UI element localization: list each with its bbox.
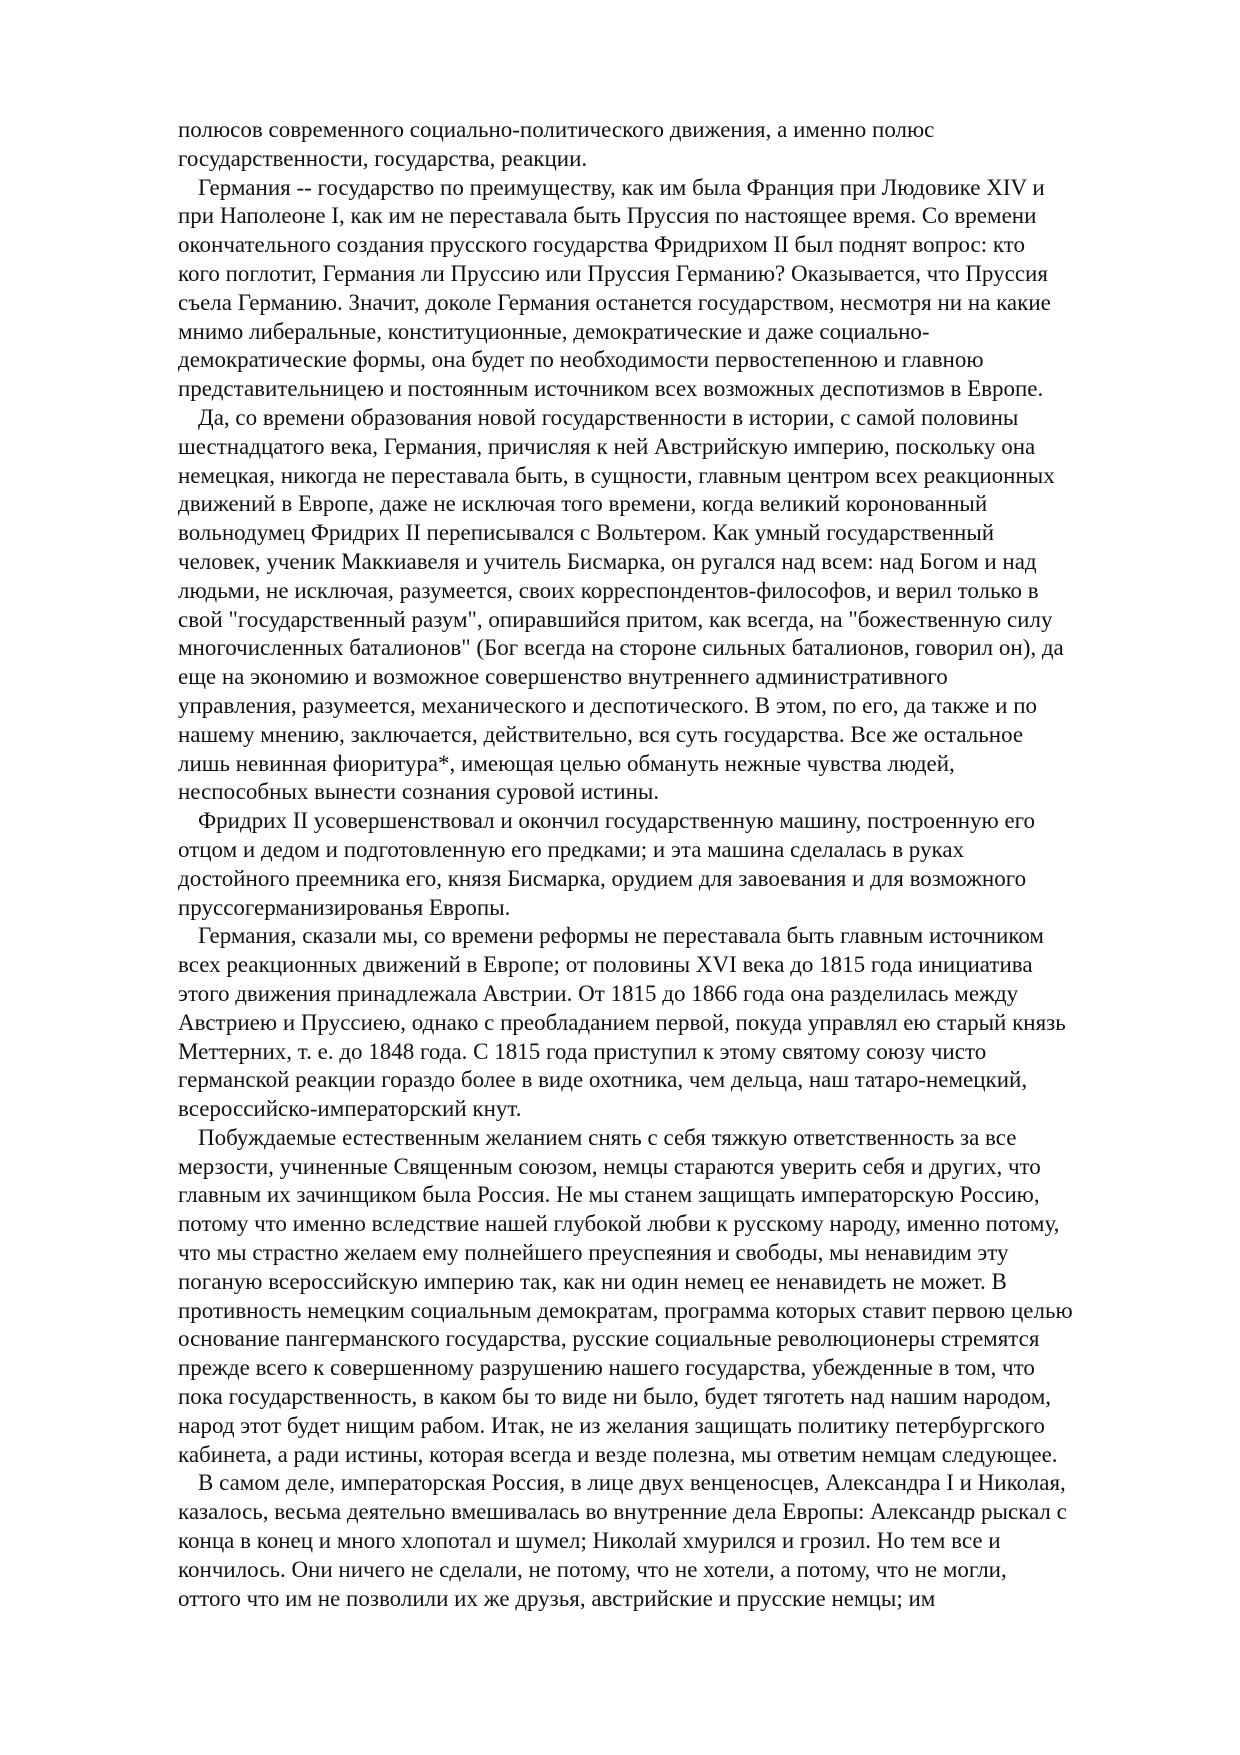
text-line: потому что именно вследствие нашей глубокой любви к русскому народу, именно потому, <box>178 1211 1060 1237</box>
text-line: конца в конец и много хлопотал и шумел; Николай хмурился и грозил. Но тем все и <box>178 1528 1001 1554</box>
text-line: кого поглотит, Германия ли Пруссию или Пруссия Германию? Оказывается, что Пруссия <box>178 260 1048 286</box>
document-page <box>178 116 1170 1613</box>
text-line: всероссийско-императорский кнут. <box>178 1096 522 1122</box>
text-line: немецкая, никогда не переставала быть, в сущности, главным центром всех реакционных <box>178 462 1055 488</box>
text-line: что мы страстно желаем ему полнейшего преуспеяния и свободы, мы ненавидим эту <box>178 1240 1009 1266</box>
text-line: человек, ученик Маккиавеля и учитель Бисмарка, он ругался над всем: над Богом и над <box>178 548 1037 574</box>
text-line: полюсов современного социально-политического движения, а именно полюс <box>178 117 935 142</box>
text-line: отцом и дедом и подготовленную его предками; и эта машина сделалась в руках <box>178 836 965 862</box>
text-line: съела Германию. Значит, доколе Германия останется государством, несмотря ни на какие <box>178 289 1051 315</box>
text-line: кабинета, а ради истины, которая всегда и везде полезна, мы ответим немцам следующее. <box>178 1441 1058 1467</box>
text-line: всех реакционных движений в Европе; от половины XVI века до 1815 года инициатива <box>178 952 1033 978</box>
text-line: казалось, весьма деятельно вмешивалась во внутренние дела Европы: Александр рыскал с <box>178 1499 1067 1525</box>
text-line: вольнодумец Фридрих II переписывался с Вольтером. Как умный государственный <box>178 520 995 546</box>
text-line: германской реакции гораздо более в виде охотника, чем дельца, наш татаро-немецкий, <box>178 1067 1028 1093</box>
text-line: еще на экономию и возможное совершенство внутреннего административного <box>178 664 948 690</box>
text-line: прежде всего к совершенному разрушению нашего государства, убежденные в том, что <box>178 1355 1035 1381</box>
text-line: главным их зачинщиком была Россия. Не мы станем защищать императорскую Россию, <box>178 1182 1040 1208</box>
text-line: Меттерних, т. е. до 1848 года. С 1815 года приступил к этому святому союзу чисто <box>178 1038 987 1064</box>
text-line: пока государственность, в каком бы то виде ни было, будет тяготеть над нашим народом, <box>178 1384 1052 1410</box>
text-line: мнимо либеральные, конституционные, демократические и даже социально- <box>178 318 930 344</box>
text-line: Германия -- государство по преимуществу, как им была Франция при Людовике XIV и <box>198 174 1045 200</box>
text-line: противность немецким социальным демократам, программа которых ставит первою целью <box>178 1297 1073 1323</box>
text-line: народ этот будет нищим рабом. Итак, не из желания защищать политику петербургского <box>178 1412 1045 1438</box>
text-line: Германия, сказали мы, со времени реформы не переставала быть главным источником <box>198 923 1044 949</box>
text-line: лишь невинная фиоритура*, имеющая целью обмануть нежные чувства людей, <box>178 750 955 776</box>
text-line: окончательного создания прусского государства Фридрихом II был поднят вопрос: кто <box>178 232 1026 258</box>
text-line: этого движения принадлежала Австрии. От 1815 до 1866 года она разделилась между <box>178 980 1019 1006</box>
text-line: достойного преемника его, князя Бисмарка, орудием для завоевания и для возможного <box>178 865 1027 891</box>
text-line: многочисленных баталионов" (Бог всегда на стороне сильных баталионов, говорил он), да <box>178 635 1064 661</box>
text-line: Австриею и Пруссиею, однако с преобладанием первой, покуда управлял ею старый князь <box>178 1009 1066 1035</box>
text-line: пруссогерманизированья Европы. <box>178 894 511 920</box>
text-line: представительницею и постоянным источником всех возможных деспотизмов в Европе. <box>178 376 1044 402</box>
text-line: Да, со времени образования новой государственности в истории, с самой половины <box>198 404 1019 430</box>
text-line: свой "государственный разум", опиравшийся притом, как всегда, на "божественную силу <box>178 606 1053 632</box>
text-line: основание пангерманского государства, русские социальные революционеры стремятся <box>178 1326 1040 1352</box>
text-line: шестнадцатого века, Германия, причисляя к ней Австрийскую империю, поскольку она <box>178 433 1036 459</box>
text-line: при Наполеоне I, как им не переставала быть Пруссия по настоящее время. Со времени <box>178 203 1037 229</box>
text-line: поганую всероссийскую империю так, как ни один немец ее ненавидеть не может. В <box>178 1268 1007 1294</box>
text-line: Побуждаемые естественным желанием снять с себя тяжкую ответственность за все <box>198 1124 1017 1150</box>
text-line: государственности, государства, реакции. <box>178 145 588 171</box>
text-line: В самом деле, императорская Россия, в лице двух венценосцев, Александра I и Николая, <box>198 1470 1066 1496</box>
text-line: управления, разумеется, механического и деспотического. В этом, по его, да также и по <box>178 692 1037 718</box>
text-line: людьми, не исключая, разумеется, своих корреспондентов-философов, и верил только в <box>178 577 1039 603</box>
text-line: движений в Европе, даже не исключая того времени, когда великий коронованный <box>178 491 988 517</box>
text-line: мерзости, учиненные Священным союзом, немцы стараются уверить себя и других, что <box>178 1153 1041 1179</box>
text-line: Фридрих II усовершенствовал и окончил государственную машину, построенную его <box>198 808 1036 834</box>
text-line: кончилось. Они ничего не сделали, не потому, что не хотели, а потому, что не могли, <box>178 1556 1007 1582</box>
text-line: демократические формы, она будет по необходимости первостепенною и главною <box>178 347 984 373</box>
text-line: оттого что им не позволили их же друзья, австрийские и прусские немцы; им <box>178 1585 936 1611</box>
text-line: неспособных вынести сознания суровой истины. <box>178 779 660 805</box>
text-line: нашему мнению, заключается, действительно, вся суть государства. Все же остальное <box>178 721 1024 747</box>
